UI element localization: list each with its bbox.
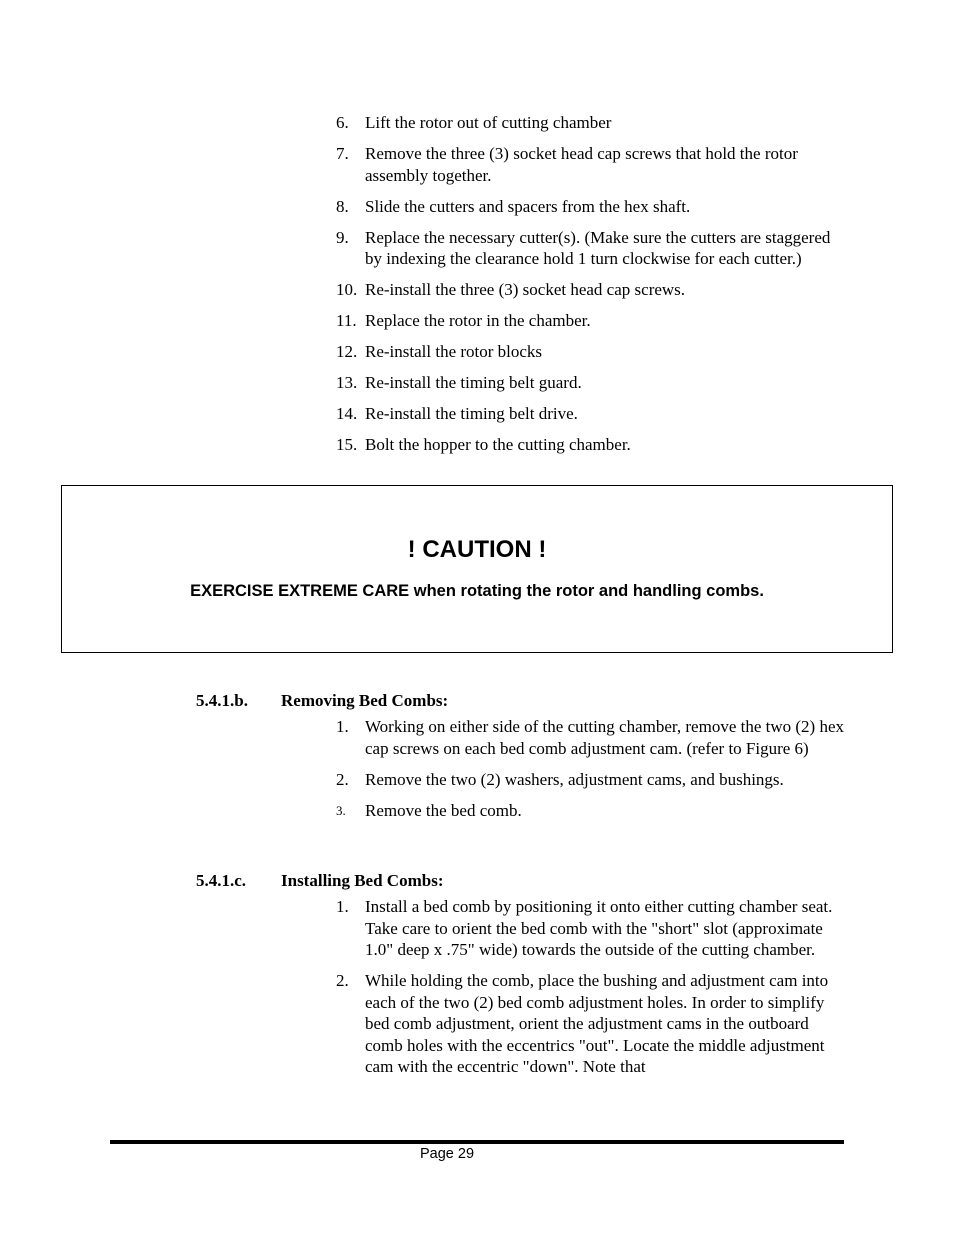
section-heading-removing-bed-combs — [196, 690, 448, 712]
list-item — [336, 896, 848, 961]
caution-box — [61, 485, 893, 653]
list-item — [336, 434, 848, 456]
list-item-text: While holding the comb, place the bushing and adjustment cam into each of the two (2) bed comb adjustment holes. In order to simplify bed comb adjustment, orient the adjustment cams in the outboard comb holes with the eccentrics "out". Locate the middle adjustment cam with the eccentric "down". Note that — [365, 971, 829, 1076]
list-item-text: Re-install the rotor blocks — [365, 342, 543, 361]
list-item-text: Re-install the timing belt drive. — [365, 404, 578, 423]
list-item — [336, 769, 848, 791]
list-item-number: 11. — [336, 311, 357, 330]
list-item-number: 3. — [336, 802, 346, 818]
list-item-text: Remove the bed comb. — [365, 800, 522, 820]
list-item-number: 7. — [336, 144, 349, 163]
list-item-number: 8. — [336, 196, 349, 216]
section-number: 5.4.1.b. — [196, 691, 248, 710]
list-item — [336, 310, 848, 332]
list-item-text: Bolt the hopper to the cutting chamber. — [365, 435, 631, 454]
list-item-text: Install a bed comb by positioning it onto either cutting chamber seat. Take care to orient the bed comb with the "short" slot (approximate 1.0" deep x .75" wide) towards the outside of the cutting chamber. — [365, 897, 833, 959]
list-item-text: Slide the cutters and spacers from the hex shaft. — [365, 196, 691, 216]
list-item — [336, 800, 848, 822]
list-item — [336, 279, 848, 301]
list-item — [336, 112, 848, 134]
list-item — [336, 143, 848, 186]
list-item-text: Replace the rotor in the chamber. — [365, 311, 591, 330]
list-item — [336, 341, 848, 363]
list-item-text: Working on either side of the cutting chamber, remove the two (2) hex cap screws on each bed comb adjustment cam. (refer to Figure 6) — [365, 717, 844, 758]
list-item-number: 10. — [336, 280, 358, 299]
caution-text: EXERCISE EXTREME CARE when rotating the rotor and handling combs. — [190, 582, 764, 600]
list-item-text: Lift the rotor out of cutting chamber — [365, 113, 612, 132]
list-item — [336, 716, 848, 759]
list-item — [336, 196, 848, 218]
list-item-number: 13. — [336, 373, 358, 392]
section-heading-installing-bed-combs — [196, 870, 443, 892]
removing-bed-combs-list — [336, 716, 848, 821]
section-number: 5.4.1.c. — [196, 871, 247, 890]
rotor-steps-list — [336, 112, 848, 456]
list-item-number: 2. — [336, 769, 349, 789]
caution-title: ! CAUTION ! — [407, 536, 547, 563]
list-item-number: 9. — [336, 227, 349, 247]
list-item-text: Re-install the timing belt guard. — [365, 373, 582, 392]
list-item — [336, 403, 848, 425]
list-item-number: 6. — [336, 113, 349, 132]
list-item-number: 1. — [336, 897, 349, 916]
list-item-text: Remove the three (3) socket head cap screws that hold the rotor assembly together. — [365, 144, 798, 185]
list-item-text: Re-install the three (3) socket head cap screws. — [365, 280, 686, 299]
list-item-text: Replace the necessary cutter(s). (Make sure the cutters are staggered by indexing the clearance hold 1 turn clockwise for each cutter.) — [365, 227, 831, 268]
list-item-number: 15. — [336, 435, 358, 454]
footer-divider — [110, 1140, 844, 1144]
list-item — [336, 372, 848, 394]
list-item-text: Remove the two (2) washers, adjustment cams, and bushings. — [365, 769, 784, 789]
section-title: Removing Bed Combs: — [281, 691, 449, 710]
list-item-number: 12. — [336, 342, 358, 361]
list-item-number: 2. — [336, 971, 349, 990]
list-item-number: 14. — [336, 404, 358, 423]
list-item — [336, 970, 848, 1078]
section-title: Installing Bed Combs: — [281, 871, 444, 890]
installing-bed-combs-list — [336, 896, 848, 1078]
page-number: Page 29 — [420, 1146, 475, 1162]
list-item-number: 1. — [336, 717, 349, 736]
list-item — [336, 227, 848, 270]
